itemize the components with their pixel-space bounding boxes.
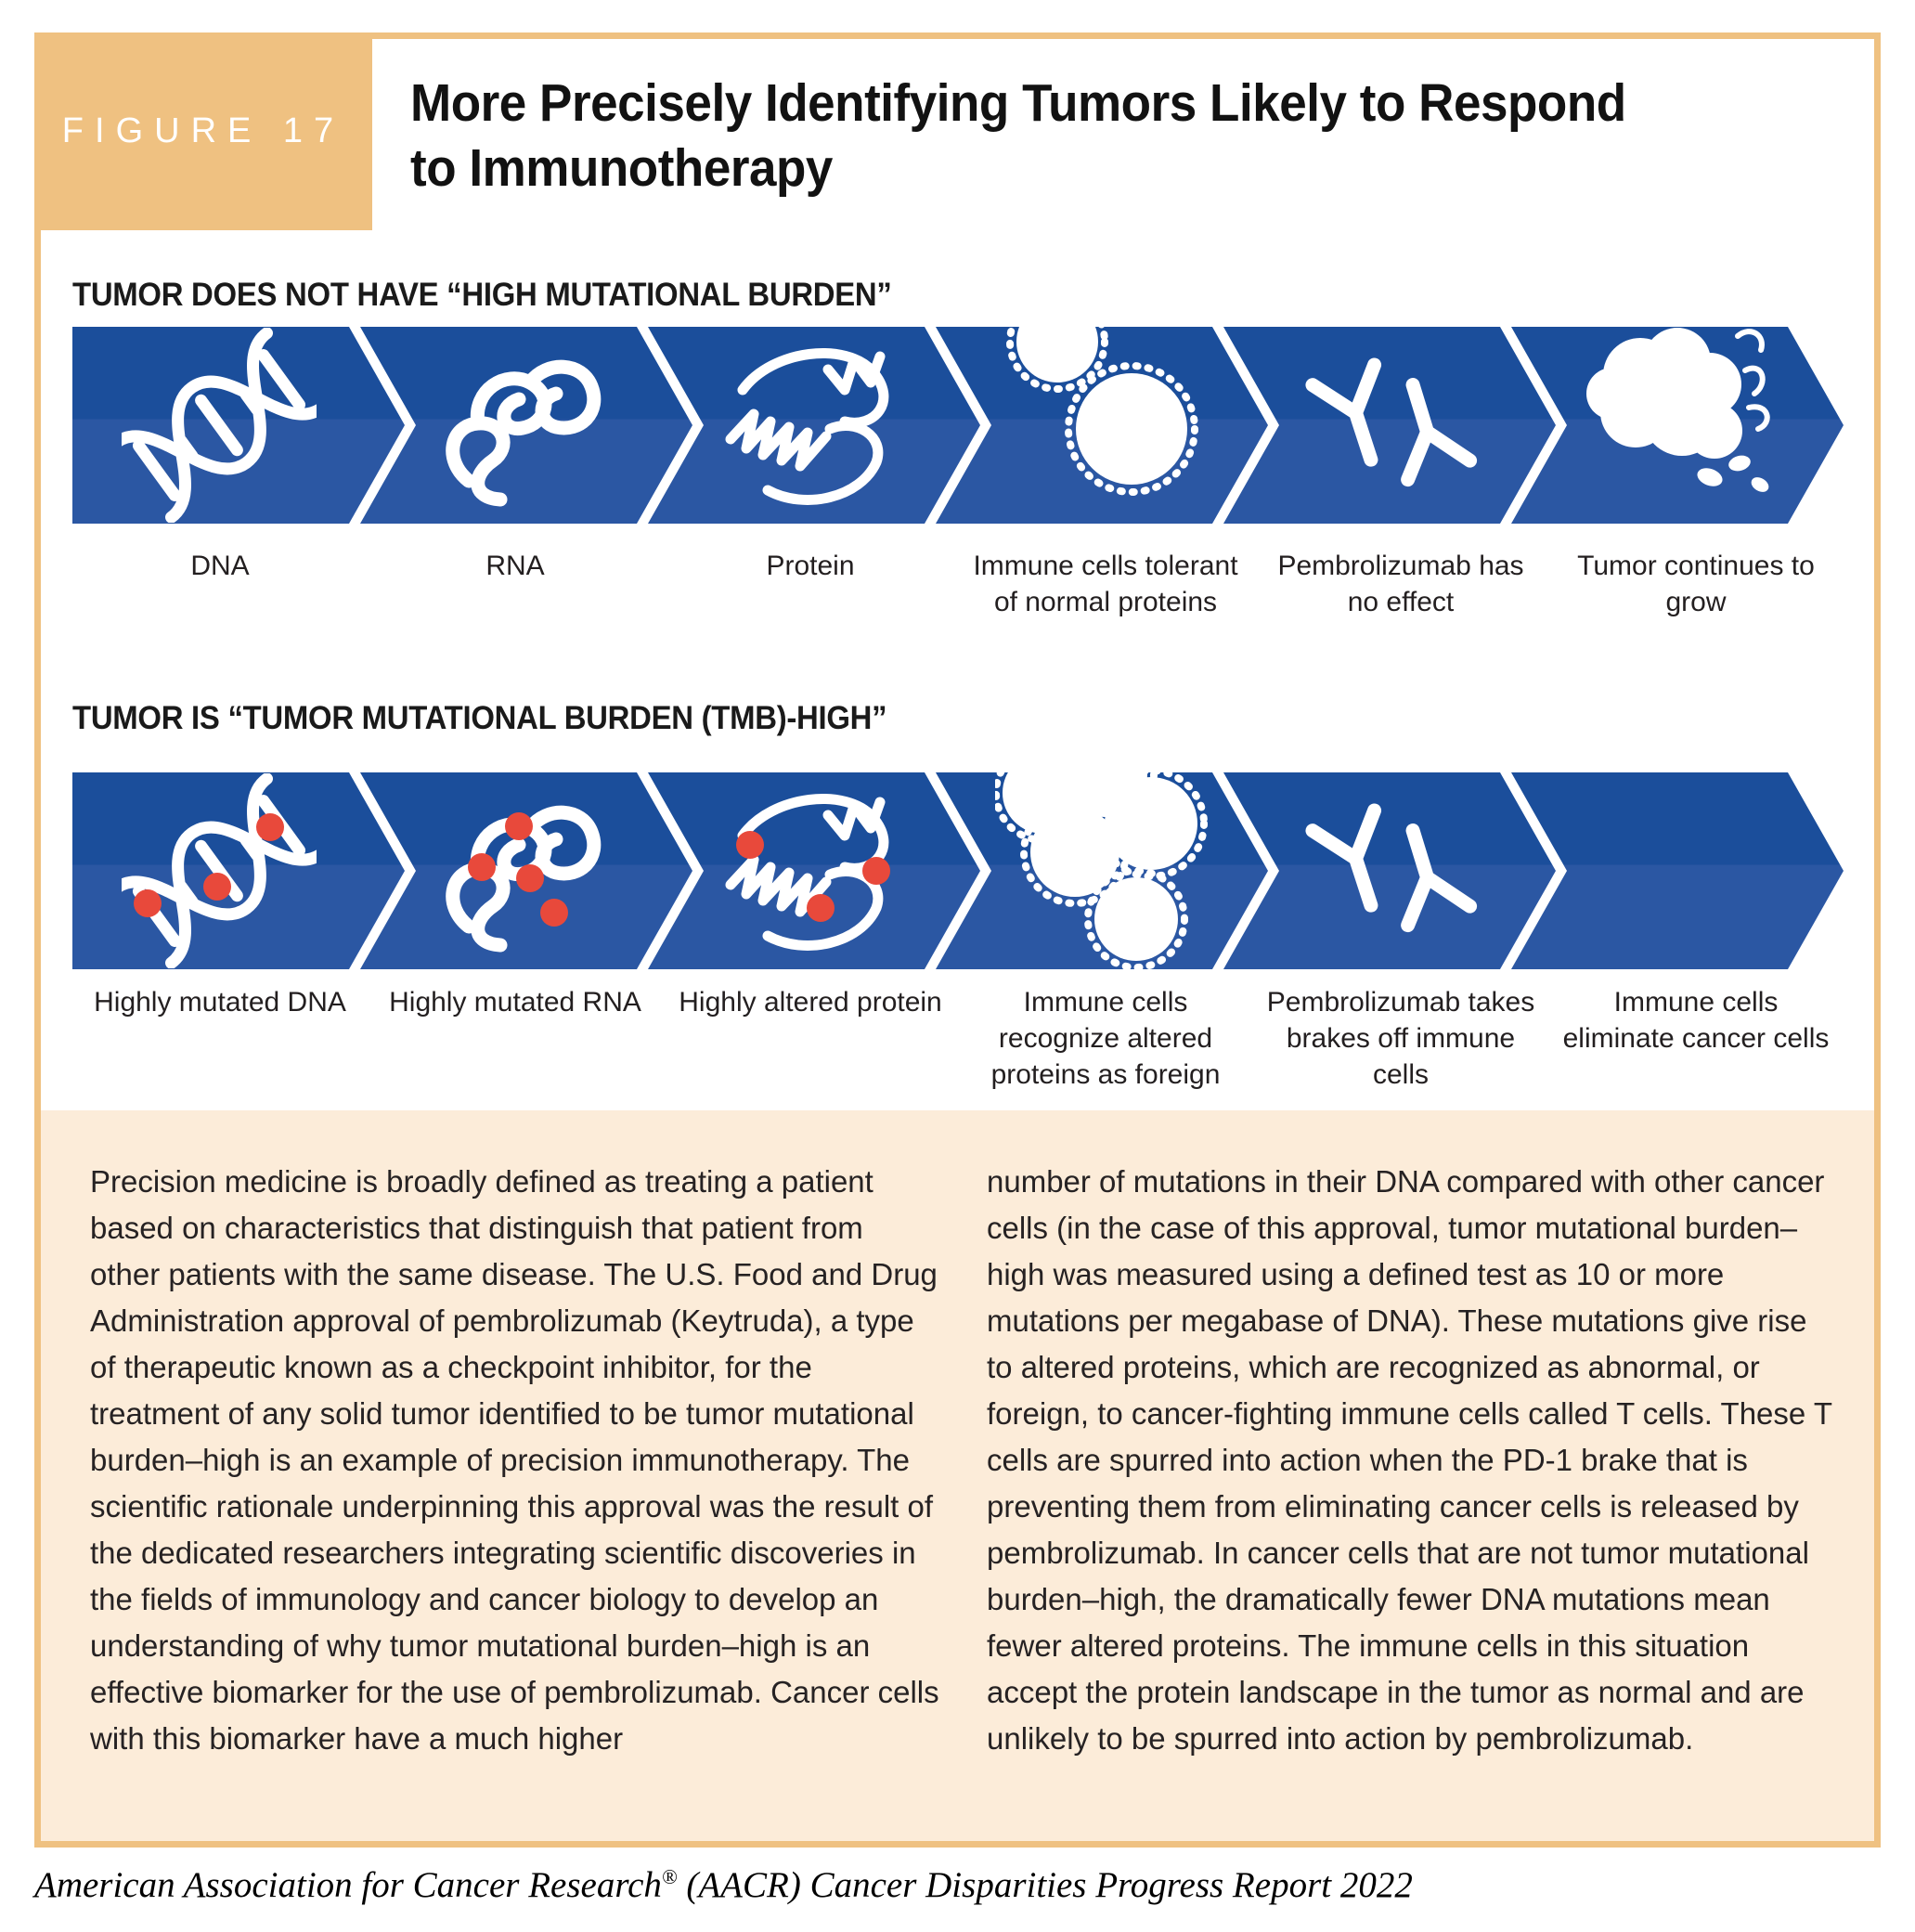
immune-cells-icon [1000, 327, 1204, 524]
figure-title [410, 71, 1757, 201]
chevron-segment-immune-cells-recognize [936, 772, 1268, 969]
segment-label: Highly mutated DNA [94, 987, 346, 1018]
segment-label: Immune cells eliminate cancer cells [1562, 987, 1830, 1054]
altered-protein-icon [717, 778, 912, 964]
rna-icon [433, 332, 619, 518]
body-text-panel [41, 1110, 1874, 1841]
figure-label-box [34, 32, 372, 230]
chevron-segment-pembrolizumab-brakes [1223, 772, 1556, 969]
citation-text: American Association for Cancer Research [34, 1865, 662, 1905]
flow-banner-tmb-high [72, 772, 1844, 969]
figure-title-line2: to Immunotherapy [410, 138, 833, 198]
segment-label: Protein [766, 551, 855, 581]
section2-heading: TUMOR IS “TUMOR MUTATIONAL BURDEN (TMB)-HIGH” [72, 700, 887, 736]
chevron-segment-protein [648, 327, 980, 524]
flow-labels-tmb-high [72, 984, 1844, 1093]
body-right-column: number of mutations in their DNA compared with other cancer cells (in the case of this approval, tumor mutational burden–high was measured using a defined test as 10 or more mutations per megabase of DNA). These mutations give rise to altered proteins, which are recognized as abnormal, or foreign, to cancer-fighting immune cells called T cells. These T cells are spurred into action when the PD-1 brake that is preventing them from eliminating cancer cells is released by pembrolizumab. In cancer cells that are not tumor mutational burden–high, the dramatically fewer DNA mutations mean fewer altered proteins. The immune cells in this situation accept the protein landscape in the tumor as normal and are unlikely to be spurred into action by pembrolizumab. [987, 1164, 1832, 1756]
immune-cells-cluster-icon [995, 772, 1209, 969]
mutated-dna-icon [122, 773, 317, 968]
citation-text: (AACR) Cancer Disparities Progress Report 2022 [677, 1865, 1413, 1905]
chevron-segment-altered-protein [648, 772, 980, 969]
section1-heading: TUMOR DOES NOT HAVE “HIGH MUTATIONAL BURDEN” [72, 277, 892, 313]
figure-frame [34, 32, 1881, 1848]
figure-title-line1: More Precisely Identifying Tumors Likely to Respond [410, 73, 1626, 133]
flow-labels-no-tmb [72, 548, 1844, 620]
segment-label: Immune cells tolerant of normal proteins [973, 551, 1238, 617]
antibody-icon [1287, 772, 1492, 969]
tumor-icon [1571, 319, 1784, 516]
chevron-segment-cancer-eliminated [1511, 772, 1844, 969]
chevron-segment-pembrolizumab [1223, 327, 1556, 524]
segment-label: Highly altered protein [679, 987, 942, 1018]
registered-trademark-symbol: ® [661, 1865, 678, 1888]
chevron-segment-mutated-dna [72, 772, 405, 969]
chevron-segment-rna [360, 327, 692, 524]
segment-label: Immune cells recognize altered proteins as foreign [990, 987, 1221, 1090]
flow-banner-no-tmb [72, 327, 1844, 524]
protein-icon [717, 332, 912, 518]
chevron-segment-mutated-rna [360, 772, 692, 969]
body-left-column: Precision medicine is broadly defined as treating a patient based on characteristics that distinguish that patient from other patients with the same disease. The U.S. Food and Drug Administration approval of pembrolizumab (Keytruda), a type of therapeutic known as a checkpoint inhibitor, for the treatment of any solid tumor identified to be tumor mutational burden–high is an example of precision immunotherapy. The scientific rationale underpinning this approval was the result of the dedicated researchers integrating scientific discoveries in the fields of immunology and cancer biology to develop an understanding of why tumor mutational burden–high is an effective biomarker for the use of pembrolizumab. Cancer cells with this biomarker have a much higher [90, 1164, 939, 1756]
segment-label: DNA [190, 551, 250, 581]
segment-label: Pembrolizumab takes brakes off immune cells [1266, 987, 1535, 1090]
chevron-segment-dna [72, 327, 405, 524]
segment-label: RNA [485, 551, 545, 581]
chevron-segment-immune-cells [936, 327, 1268, 524]
chevron-segment-tumor [1511, 327, 1844, 524]
mutated-rna-icon [433, 778, 619, 964]
figure-label: FIGURE 17 [61, 111, 345, 150]
segment-label: Highly mutated RNA [389, 987, 641, 1018]
footer-citation [34, 1864, 1413, 1906]
segment-label: Tumor continues to grow [1577, 551, 1815, 617]
segment-label: Pembrolizumab has no effect [1277, 551, 1524, 617]
antibody-icon [1287, 327, 1492, 524]
dna-icon [122, 328, 317, 523]
